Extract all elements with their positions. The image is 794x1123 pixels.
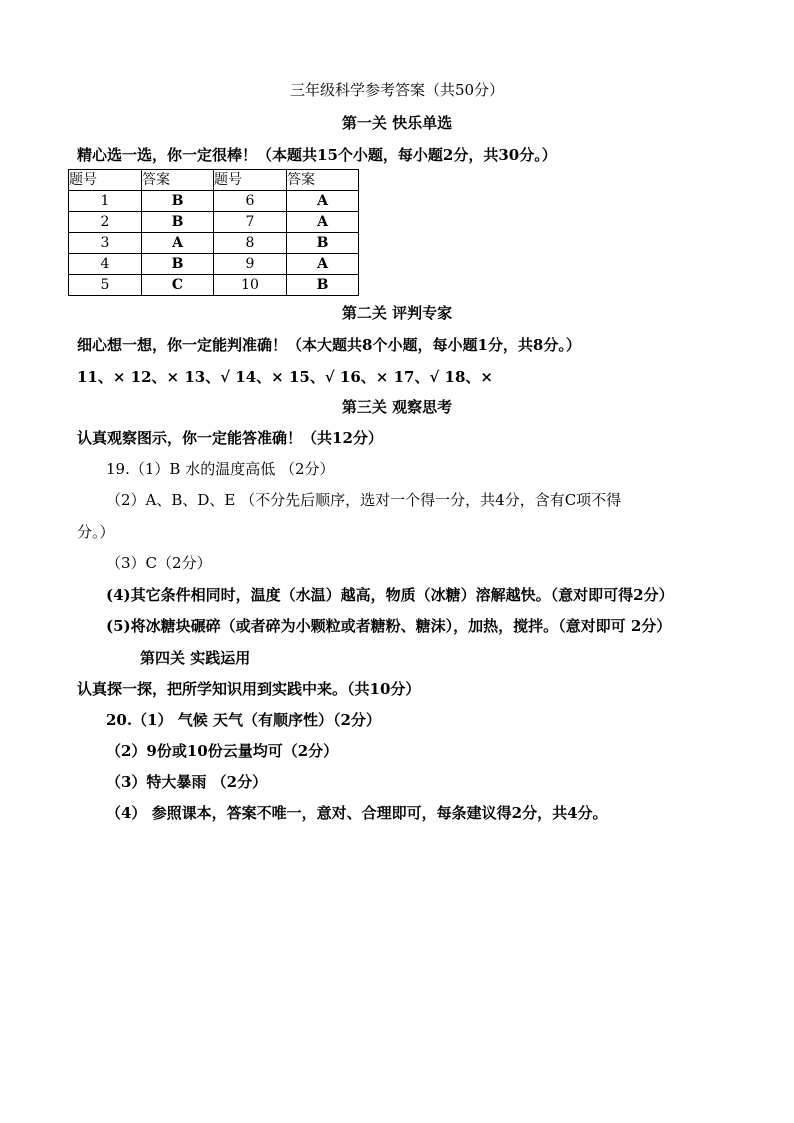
answer-cell: C xyxy=(142,275,214,296)
answer-table xyxy=(68,169,359,296)
question-number: 4 xyxy=(69,254,142,275)
q19-part3: （3）C（2分） xyxy=(106,554,212,572)
answer-cell: A xyxy=(142,233,214,254)
table-row xyxy=(69,233,359,254)
answer-cell: B xyxy=(142,212,214,233)
q19-part5: (5)将冰糖块碾碎（或者碎为小颗粒或者糖粉、糖沫），加热，搅拌。（意对即可 2分） xyxy=(106,617,672,635)
q20-part4: （4） 参照课本，答案不唯一，意对、合理即可，每条建议得2分，共4分。 xyxy=(106,804,608,822)
q19-part2-continued: 分。） xyxy=(77,523,115,541)
section3-intro: 认真观察图示，你一定能答准确！（共12分） xyxy=(77,429,383,447)
section1-intro: 精心选一选，你一定很棒！（本题共15个小题，每小题2分，共30分。） xyxy=(77,146,557,164)
answer-cell: B xyxy=(287,233,359,254)
table-header: 答案 xyxy=(142,170,214,191)
question-number: 6 xyxy=(214,191,287,212)
answer-cell: B xyxy=(142,191,214,212)
question-number: 3 xyxy=(69,233,142,254)
page-title: 三年级科学参考答案（共50分） xyxy=(289,81,505,99)
section2-answers: 11、× 12、× 13、√ 14、× 15、√ 16、× 17、√ 18、× xyxy=(77,368,493,386)
section3-heading: 第三关 观察思考 xyxy=(341,398,453,416)
q19-part1: 19.（1）B 水的温度高低 （2分） xyxy=(106,460,335,478)
section4-heading: 第四关 实践运用 xyxy=(140,649,251,667)
table-row xyxy=(69,212,359,233)
answer-cell: A xyxy=(287,212,359,233)
question-number: 8 xyxy=(214,233,287,254)
section2-heading: 第二关 评判专家 xyxy=(341,304,453,322)
section4-intro: 认真探一探，把所学知识用到实践中来。（共10分） xyxy=(77,680,421,698)
q20-part2: （2）9份或10份云量均可（2分） xyxy=(106,742,339,760)
q20-part3: （3）特大暴雨 （2分） xyxy=(106,773,268,791)
table-header-row xyxy=(69,170,359,191)
answer-cell: A xyxy=(287,191,359,212)
q19-part2: （2）A、B、D、E （不分先后顺序，选对一个得一分，共4分，含有C项不得 xyxy=(106,491,622,509)
table-row xyxy=(69,191,359,212)
question-number: 1 xyxy=(69,191,142,212)
question-number: 10 xyxy=(214,275,287,296)
table-row xyxy=(69,254,359,275)
table-header: 答案 xyxy=(287,170,359,191)
table-row xyxy=(69,275,359,296)
question-number: 5 xyxy=(69,275,142,296)
q20-part1: 20.（1） 气候 天气（有顺序性）（2分） xyxy=(106,711,381,729)
table-header: 题号 xyxy=(69,170,142,191)
section1-heading: 第一关 快乐单选 xyxy=(341,114,453,132)
question-number: 9 xyxy=(214,254,287,275)
answer-cell: B xyxy=(142,254,214,275)
answer-cell: A xyxy=(287,254,359,275)
section2-intro: 细心想一想，你一定能判准确！（本大题共8个小题，每小题1分，共8分。） xyxy=(77,336,581,354)
q19-part4: (4)其它条件相同时，温度（水温）越高，物质（冰糖）溶解越快。（意对即可得2分） xyxy=(106,586,674,604)
answer-cell: B xyxy=(287,275,359,296)
question-number: 7 xyxy=(214,212,287,233)
table-header: 题号 xyxy=(214,170,287,191)
question-number: 2 xyxy=(69,212,142,233)
